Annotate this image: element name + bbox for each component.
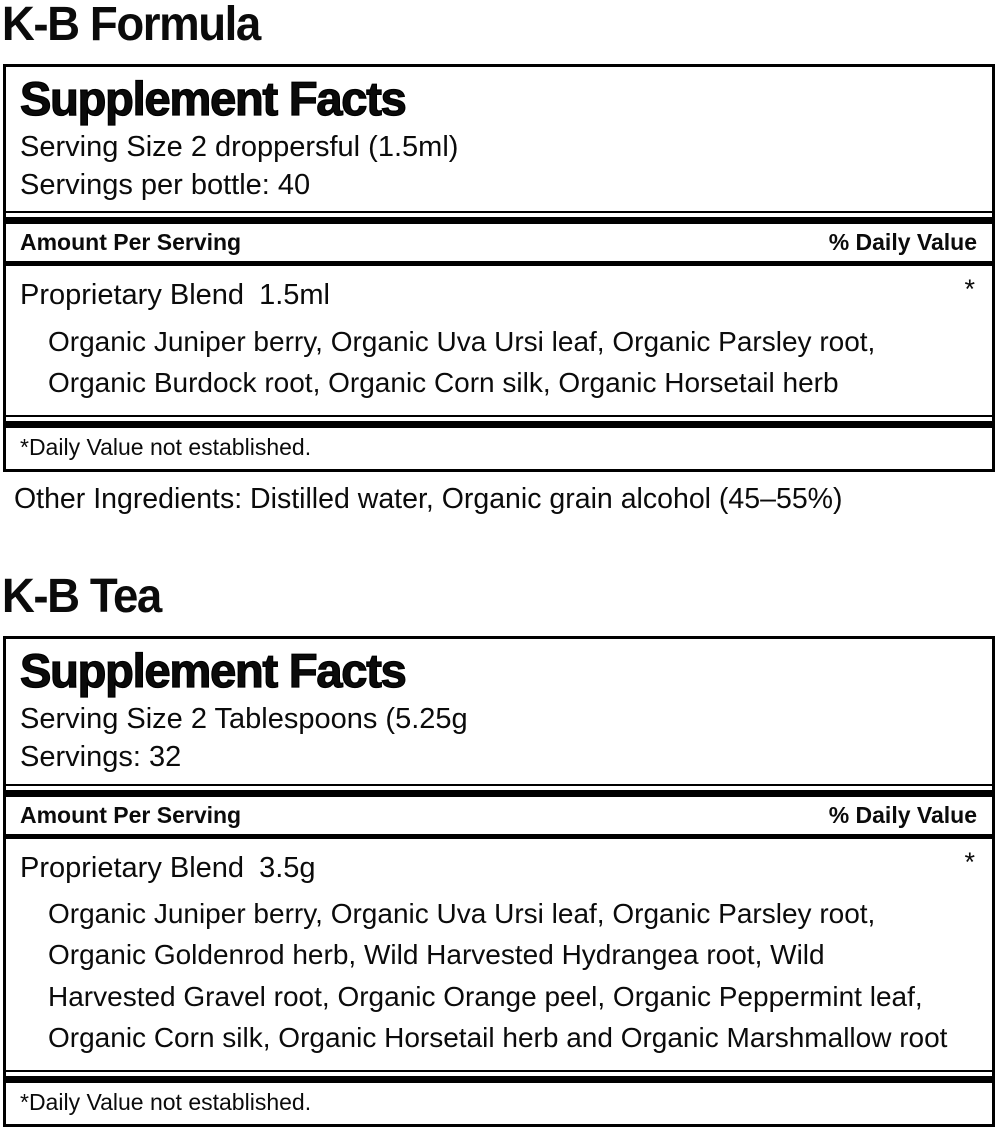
thick-divider	[6, 1076, 992, 1083]
blend-section	[6, 839, 992, 1070]
footnote-daily-value: *Daily Value not established.	[20, 1088, 312, 1115]
serving-info-block	[6, 126, 992, 212]
supplement-facts-heading: Supplement Facts	[20, 71, 406, 125]
servings-count-line: Servings: 32	[20, 741, 182, 774]
blend-line	[20, 279, 978, 312]
daily-value-label: % Daily Value	[828, 229, 977, 256]
blend-ingredients: Organic Juniper berry, Organic Uva Ursi leaf, Organic Parsley root, Organic Burdock root, Organic Corn silk, Organic Horsetail herb	[48, 325, 876, 399]
supplement-facts-heading: Supplement Facts	[20, 644, 406, 698]
blend-amount: 1.5ml	[259, 279, 330, 312]
column-header-row	[6, 224, 992, 261]
thick-divider	[6, 790, 992, 797]
servings-count-line: Servings per bottle: 40	[20, 169, 311, 202]
thick-divider	[6, 421, 992, 428]
blend-ingredients: Organic Juniper berry, Organic Uva Ursi leaf, Organic Parsley root, Organic Goldenrod herb, Wild Harvested Hydrangea root, Wild Harvested Gravel root, Organic Orange peel, Organic Peppermint leaf, Organic Corn silk, Organic Horsetail herb and Organic Marshmallow root	[48, 898, 948, 1054]
panel-kb-tea	[0, 572, 1000, 1127]
amount-per-serving-label: Amount Per Serving	[20, 229, 242, 256]
other-ingredients-line: Other Ingredients: Distilled water, Organic grain alcohol (45–55%)	[14, 483, 843, 516]
supplement-facts-box	[3, 636, 995, 1127]
supplement-facts-box	[3, 64, 995, 472]
product-title: K-B Tea	[1, 570, 161, 624]
daily-value-asterisk: *	[964, 274, 975, 305]
column-header-row	[6, 797, 992, 834]
product-title: K-B Formula	[1, 0, 260, 51]
serving-size-line: Serving Size 2 droppersful (1.5ml)	[20, 130, 459, 163]
footnote-daily-value: *Daily Value not established.	[20, 433, 312, 460]
blend-line	[20, 852, 978, 885]
serving-size-line: Serving Size 2 Tablespoons (5.25g	[20, 703, 468, 736]
blend-section	[6, 266, 992, 414]
blend-amount: 3.5g	[259, 851, 316, 884]
blend-name: Proprietary Blend	[20, 279, 245, 312]
blend-name: Proprietary Blend	[20, 851, 245, 884]
thick-divider	[6, 217, 992, 224]
amount-per-serving-label: Amount Per Serving	[20, 801, 242, 828]
serving-info-block	[6, 698, 992, 784]
daily-value-asterisk: *	[964, 846, 975, 877]
daily-value-label: % Daily Value	[828, 801, 977, 828]
panel-kb-formula	[0, 0, 1000, 518]
